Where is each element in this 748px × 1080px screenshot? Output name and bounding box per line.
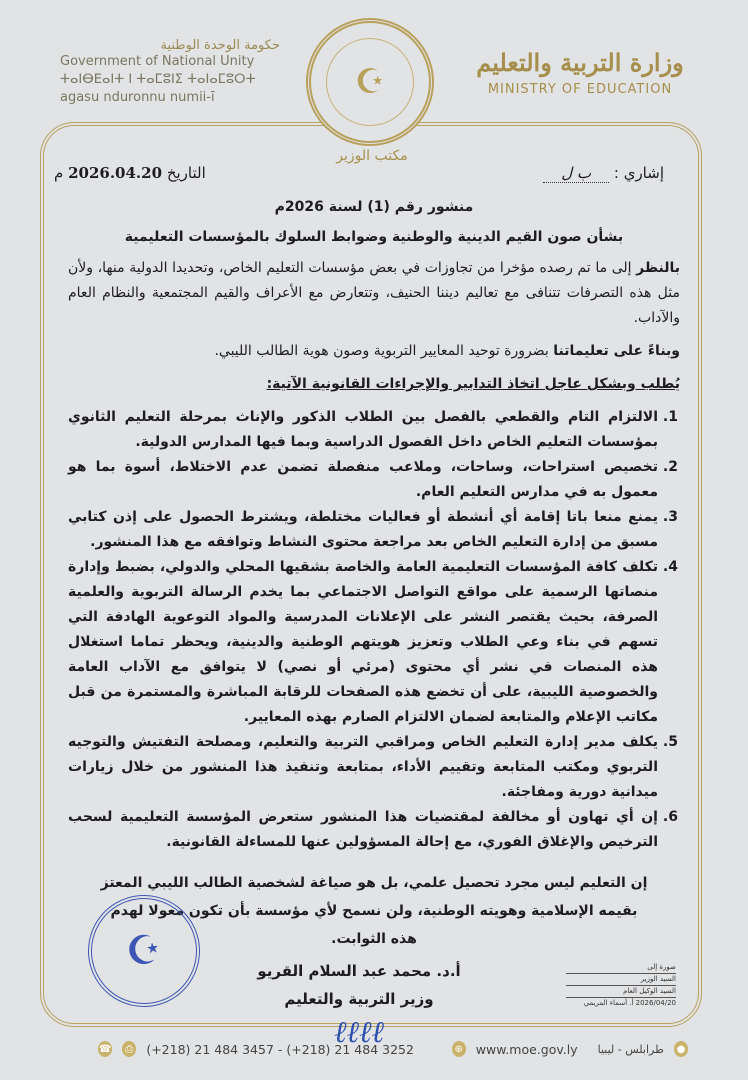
date-value: 2026.04.20: [68, 164, 163, 182]
measures-list: [68, 405, 680, 855]
crescent-star-icon: ☪: [326, 38, 414, 126]
reference-label: إشاري :: [613, 164, 664, 182]
cc-heading: صورة إلى: [566, 962, 676, 974]
reference-number: [543, 164, 664, 182]
ministry-name-english: MINISTRY OF EDUCATION: [487, 82, 673, 97]
cc-footer: 2026/04/20 أ. أسماء المريمي: [583, 999, 676, 1007]
list-item: 6. إن أي تهاون أو مخالفة لمقتضيات هذا المنشور ستعرض المؤسسة التعليمية لسحب الترخيص والإغلاق الفوري، مع إحالة المسؤولين عنها للمساءلة القانونية.: [68, 805, 658, 855]
handwritten-signature: ℓℓℓℓ: [334, 1015, 384, 1050]
date-suffix: م: [54, 164, 64, 182]
footer: [98, 1038, 688, 1060]
gov-name-amazigh: agasu nduronnu numii-ī: [60, 90, 215, 105]
government-header: [60, 38, 280, 107]
reference-value: ب ل: [543, 164, 609, 183]
ministry-seal-logo: [306, 18, 434, 146]
paragraph-text: بضرورة توحيد المعايير التربوية وصون هوية الطالب الليبي.: [214, 343, 549, 359]
date-label: التاريخ: [166, 164, 206, 182]
globe-icon: ⊕: [452, 1041, 466, 1057]
gov-name-tifinagh: ⵜⴰⵏⴱⴹⴰⵏⵜ ⵏ ⵜⴰⵎⵓⵏⵉ ⵜⴰⵏⴰⵎⵓⵔⵜ: [60, 72, 256, 87]
paragraph-text: إلى ما تم رصده مؤخرا من تجاوزات في بعض مؤسسات التعليم الخاص، وتحديدا الدولية منها، ولأن مثل هذه التصرفات تتنافى مع تعاليم ديننا الحنيف، وتتعارض مع الأعراف والقيم المجتمعية والنظام العام والآداب.: [68, 260, 680, 326]
demand-heading: يُطلب وبشكل عاجل اتخاذ التدابير والإجراءات القانونية الآتية:: [266, 376, 680, 392]
phone-numbers: (+218) 21 484 3457 - (+218) 21 484 3252: [146, 1041, 414, 1057]
copies-to: [566, 962, 676, 1009]
document-title: منشور رقم (1) لسنة 2026م: [274, 199, 474, 215]
ministry-header: [450, 44, 710, 97]
paragraph-instructions: [68, 339, 680, 364]
paragraph-lead: بالنظر: [636, 260, 680, 276]
gov-name-arabic: حكومة الوحدة الوطنية: [160, 38, 280, 53]
signer-block: [238, 957, 480, 1013]
paragraph-whereas: [68, 256, 680, 331]
website-link[interactable]: www.moe.gov.ly: [475, 1041, 578, 1057]
list-item: 2. تخصيص استراحات، وساحات، وملاعب منفصلة تضمن عدم الاختلاط، أسوة بما هو معمول به في مدارس التعليم العام.: [68, 455, 658, 505]
signer-name: أ.د. محمد عبد السلام القريو: [257, 962, 461, 980]
gov-name-english: Government of National Unity: [60, 54, 255, 69]
document-subject: بشأن صون القيم الدينية والوطنية وضوابط السلوك بالمؤسسات التعليمية: [124, 229, 624, 245]
cc-line: السيد الوكيل العام: [566, 986, 676, 998]
signer-position: وزير التربية والتعليم: [284, 990, 434, 1008]
closing-statement: إن التعليم ليس مجرد تحصيل علمي، بل هو صياغة لشخصية الطالب الليبي المعتز بقيمه الإسلامية وهويته الوطنية، ولن نسمح لأي مؤسسة بأن تكون معولا لهدم هذه الثوابت.: [100, 875, 648, 947]
paragraph-lead: وبناءً على تعليماتنا: [553, 343, 680, 359]
location-pin-icon: ●: [674, 1041, 688, 1057]
list-item: 3. يمنع منعا باتا إقامة أي أنشطة أو فعاليات مختلطة، ويشترط الحصول على إذن كتابي مسبق من إدارة التعليم الخاص بعد مراجعة محتوى النشاط وتوافقه مع هذا المنشور.: [68, 505, 658, 555]
fax-icon: ⎙: [122, 1041, 136, 1057]
ministry-name-arabic: وزارة التربية والتعليم: [476, 48, 684, 77]
address: طرابلس - ليبيا: [597, 1042, 664, 1056]
phone-icon: ☎: [98, 1041, 112, 1057]
document-date: [54, 164, 206, 182]
list-item: 1. الالتزام التام والقطعي بالفصل بين الطلاب الذكور والإناث بمرحلة التعليم الثانوي بمؤسسات التعليم الخاص داخل الفصول الدراسية وبما فيها المدارس الدولية.: [68, 405, 658, 455]
official-stamp: ☪: [81, 888, 207, 1014]
cc-line: السيد الوزير: [566, 974, 676, 986]
office-label: مكتب الوزير: [322, 148, 422, 164]
list-item: 5. يكلف مدير إدارة التعليم الخاص ومراقبي التربية والتعليم، ومصلحة التفتيش والتوجيه التربوي ومكتب المتابعة وتقييم الأداء، بمتابعة وتنفيذ هذا المنشور من خلال زيارات ميدانية دورية ومفاجئة.: [68, 730, 658, 805]
list-item: 4. تكلف كافة المؤسسات التعليمية العامة والخاصة بشقيها المحلي والدولي، بضبط وإدارة منصاتها الرسمية على مواقع التواصل الاجتماعي بما يخدم الرسالة التربوية والعلمية الصرفة، بحيث يقتصر النشر على الإعلانات المدرسية والمواد التوعوية الهادفة التي تسهم في بناء وعي الطلاب وتعزيز هويتهم الوطنية والدينية، ويحظر تماما استغلال هذه المنصات في نشر أي محتوى (مرئي أو نصي) لا يتوافق مع الآداب العامة والخصوصية الليبية، على أن تخضع هذه الصفحات للرقابة المباشرة والمستمرة من قبل مكاتب الإعلام والمتابعة لضمان الالتزام الصارم بهذه المعايير.: [68, 555, 658, 730]
